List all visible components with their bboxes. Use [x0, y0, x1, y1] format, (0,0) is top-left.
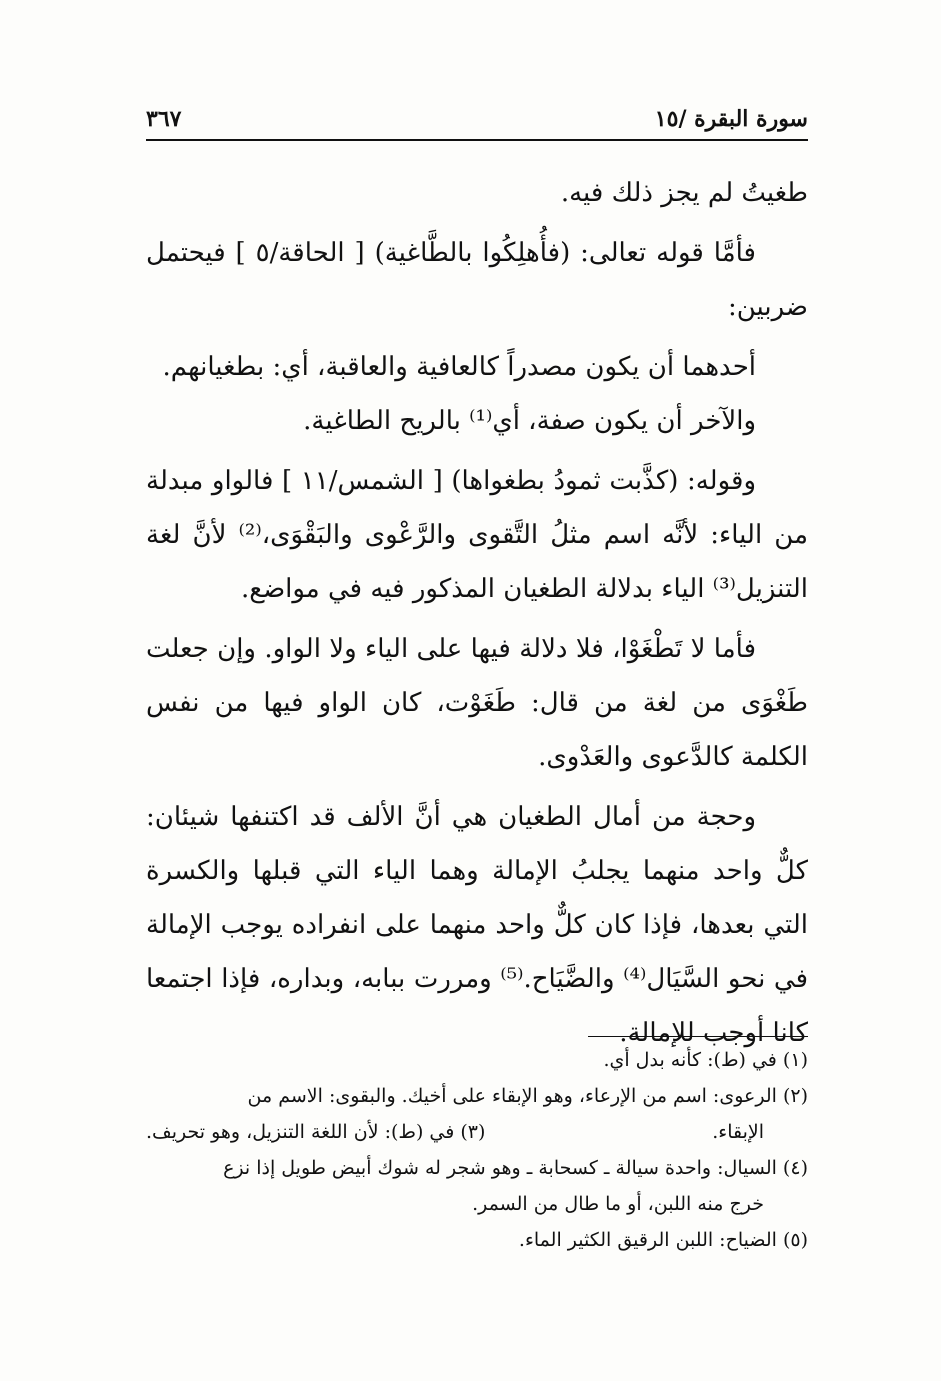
footnote-2-continuation: الإبقاء.: [712, 1121, 764, 1143]
page-number: ٣٦٧: [146, 106, 182, 132]
page-header: [146, 100, 808, 140]
footnote-2: (٢) الرعوى: اسم من الإرعاء، وهو الإبقاء على أخيك. والبقوى: الاسم من: [247, 1085, 808, 1107]
paragraph-2: فأمَّا قوله تعالى: (فأُهلِكُوا بالطَّاغية) [ الحاقة/٥ ] فيحتمل ضربين:: [146, 238, 808, 322]
main-text: [146, 166, 808, 1066]
header-rule: [146, 139, 808, 141]
paragraph-4: والآخر أن يكون صفة، أي⁽¹⁾ بالريح الطاغية.: [303, 406, 756, 436]
running-title: سورة البقرة /١٥: [654, 106, 808, 132]
footnote-1: (١) في (ط): كأنه بدل أي.: [603, 1049, 808, 1071]
footnote-4-continuation: خرج منه اللبن، أو ما طال من السمر.: [472, 1193, 764, 1215]
paragraph-5: وقوله: (كذَّبت ثمودُ بطغواها) [ الشمس/١١ ] فالواو مبدلة من الياء: لأنَّه اسم مثلُ التَّقوى والرَّعْوى والبَقْوَى،⁽²⁾ لأنَّ لغة التنزيل⁽³⁾ الياء بدلالة الطغيان المذكور فيه في مواضع.: [146, 466, 808, 604]
footnotes: [146, 1042, 808, 1258]
footnote-2-3-line: [146, 1114, 808, 1150]
footnote-3: (٣) في (ط): لأن اللغة التنزيل، وهو تحريف.: [146, 1121, 486, 1143]
paragraph-3: أحدهما أن يكون مصدراً كالعافية والعاقبة، أي: بطغيانهم.: [162, 352, 756, 382]
footnote-5: (٥) الضياح: اللبن الرقيق الكثير الماء.: [518, 1229, 808, 1251]
paragraph-1: طغيتُ لم يجز ذلك فيه.: [560, 178, 808, 208]
paragraph-7: وحجة من أمال الطغيان هي أنَّ الألف قد اكتنفها شيئان: كلٌّ واحد منهما يجلبُ الإمالة وهما الياء التي قبلها والكسرة التي بعدها، فإذا كان كلٌّ واحد منهما على انفراده يوجب الإمالة في نحو السَّيَال⁽⁴⁾ والضَّيَاح.⁽⁵⁾ ومررت ببابه، وبداره، فإذا اجتمعا كانا أوجب للإمالة.: [146, 802, 808, 1048]
footnote-rule: [588, 1036, 808, 1037]
paragraph-6: فأما لا تَطْغَوْا، فلا دلالة فيها على الياء ولا الواو. وإن جعلت طَغْوَى من لغة من قال: طَغَوْت، كان الواو فيها من نفس الكلمة كالدَّعوى والعَدْوى.: [146, 634, 808, 772]
footnote-4: (٤) السيال: واحدة سيالة ـ كسحابة ـ وهو شجر له شوك أبيض طويل إذا نزع: [223, 1157, 808, 1179]
